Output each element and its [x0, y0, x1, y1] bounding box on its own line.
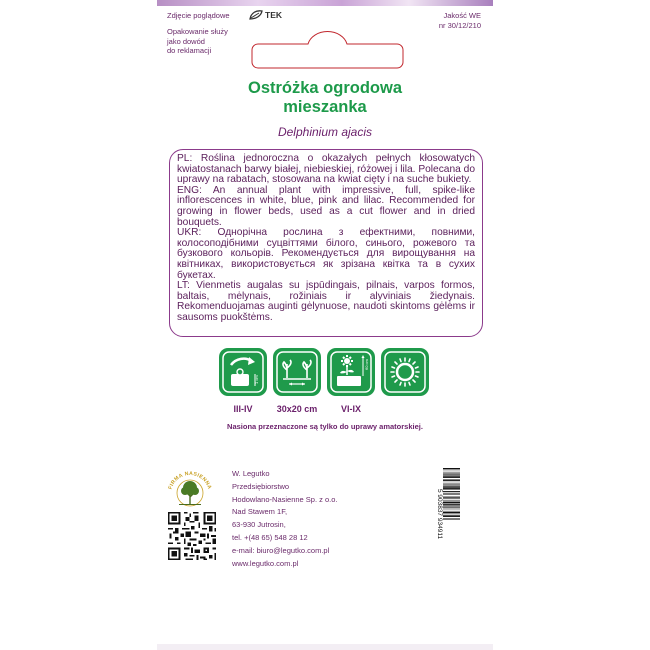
quality-line1: Jakość WE — [443, 11, 481, 20]
barcode-bar — [443, 511, 460, 512]
barcode-bar — [443, 497, 460, 498]
complaint-note — [167, 27, 257, 56]
sowing-icon — [219, 348, 267, 396]
barcode-bar — [443, 498, 460, 499]
barcode-bar — [443, 480, 460, 481]
barcode-bar — [443, 472, 460, 473]
company-city: 63-930 Jutrosin, — [232, 520, 286, 530]
barcode-bar — [443, 507, 460, 508]
qr-code — [166, 510, 218, 562]
sun-icon — [381, 348, 429, 396]
company-address — [232, 468, 337, 570]
date-stamp-field — [250, 30, 405, 70]
barcode-bar — [443, 504, 460, 505]
complaint-line1: Opakowanie służy — [167, 27, 228, 36]
flowering-time: VI-IX — [340, 404, 361, 414]
description-en: ENG: An annual plant with impressive, full, spike-like inflorescences in white, blue, pink and lilac. Recommended for growing in flower beds, used as a cut flower and in dried bouquets. — [177, 184, 475, 228]
quality-note — [391, 11, 481, 30]
barcode-bar — [443, 519, 460, 520]
sowing-time: III-IV — [233, 404, 253, 414]
company-phone: tel. +(48 65) 548 28 12 — [232, 532, 308, 542]
spacing-icon — [273, 348, 321, 396]
cultivation-icons — [219, 348, 429, 398]
barcode-bar — [443, 483, 460, 484]
flowering-height-label: 60 cm — [364, 359, 369, 370]
tek-brand-mark — [249, 10, 282, 20]
amateur-use-notice: Nasiona przeznaczone są tylko do uprawy amatorskiej. — [227, 422, 423, 431]
company-legal-name: Hodowlano-Nasienne Sp. z o.o. — [232, 494, 338, 504]
product-name-line1: Ostróżka ogrodowa — [247, 79, 403, 97]
icon-labels — [157, 404, 493, 418]
latin-name: Delphinium ajacis — [277, 125, 373, 139]
company-type: Przedsiębiorstwo — [232, 481, 290, 491]
complaint-line3: do reklamacji — [167, 46, 212, 55]
barcode-bar — [443, 512, 460, 513]
barcode-bar — [443, 489, 460, 490]
barcode-bar — [443, 475, 460, 476]
barcode-bar — [443, 500, 460, 501]
barcode-bar — [443, 485, 460, 486]
company-email: e-mail: biuro@legutko.com.pl — [232, 545, 330, 555]
description-box — [169, 149, 483, 337]
barcode-bar — [443, 476, 460, 478]
quality-line2: nr 30/12/210 — [438, 20, 481, 30]
tek-leaf-icon — [249, 10, 263, 20]
barcode-bar — [443, 505, 460, 506]
description-ukr: UKR: Однорічна рослина з ефектними, повними, колосоподібними суцвіттями білого, синього, рожевого та бузкового кольорів. Рекомендується для вирощування на квітниках, використовується як зрізана квітка та в сухих букетах. — [177, 227, 475, 281]
product-title — [157, 79, 493, 117]
barcode-bar — [443, 491, 460, 492]
description-lt: LT: Vienmetis augalas su įspūdingais, pilnais, varpos formos, baltais, mėlynais, rožiniais ir alyviniais žiedynais. Rekomenduojamas auginti gėlynuose, naudoti skintoms gėlėms ir sausoms puokštėms. — [177, 280, 475, 323]
flower-photo-strip — [157, 0, 493, 6]
barcode-bar — [443, 518, 460, 519]
company-street: Nad Stawem 1F, — [232, 507, 288, 517]
barcode-bar — [443, 487, 460, 489]
barcode-bar — [443, 502, 460, 504]
flowering-icon — [327, 348, 375, 396]
plant-spacing: 30x20 cm — [276, 404, 318, 414]
reference-image-note: Zdjęcie poglądowe — [167, 11, 230, 20]
barcode-bar — [443, 474, 460, 475]
company-website: www.legutko.com.pl — [232, 558, 299, 568]
barcode-bar — [443, 494, 460, 495]
barcode-bar — [443, 514, 460, 515]
company-name: W. Legutko — [232, 469, 270, 478]
barcode-bar — [443, 470, 460, 471]
complaint-line2: jako dowód — [167, 36, 205, 46]
description-pl: PL: Roślina jednoroczna o okazałych pełnych kłosowatych kwiatostanach barwy białej, niebieskiej, różowej i lila. Polecana do uprawy na rabatach, stosowana na kwiat cięty i na suche bukiety. — [177, 153, 475, 186]
barcode-bar — [443, 509, 460, 510]
barcode-bar — [443, 515, 460, 517]
barcode — [435, 467, 461, 561]
bottom-edge — [157, 644, 493, 650]
product-name-line2: mieszanka — [283, 98, 367, 116]
barcode-bar — [443, 468, 460, 469]
barcode-digits: 5 903837 934911 — [436, 488, 443, 540]
barcode-bar — [443, 493, 460, 494]
seed-packet — [157, 0, 493, 650]
logo-arc-text: FIRMA NASIENNA — [167, 470, 213, 491]
sowing-depth-label: 1 cm — [254, 375, 259, 384]
barcode-bar — [443, 479, 460, 480]
tek-label: TEK — [265, 10, 282, 20]
barcode-bar — [443, 486, 460, 487]
